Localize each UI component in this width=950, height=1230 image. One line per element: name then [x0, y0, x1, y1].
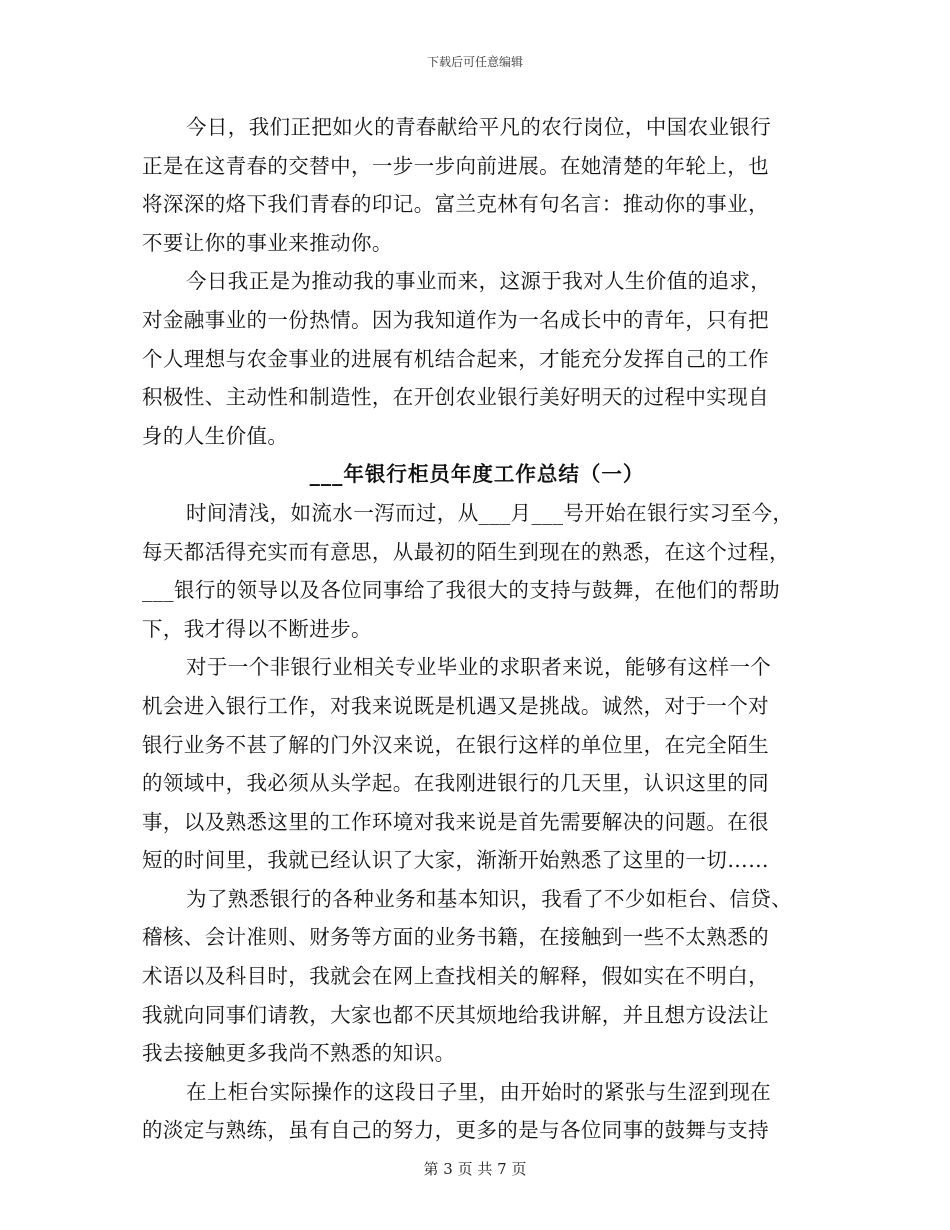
paragraph-line: 我去接触更多我尚不熟悉的知识。 [142, 1041, 456, 1066]
paragraph-line: 每天都活得充实而有意思，从最初的陌生到现在的熟悉，在这个过程， [142, 539, 790, 564]
paragraph-line: 术语以及科目时，我就会在网上查找相关的解释，假如实在不明白， [142, 964, 769, 989]
paragraph-line: 稽核、会计准则、财务等方面的业务书籍，在接触到一些不太熟悉的 [142, 925, 769, 950]
paragraph-line: 下，我才得以不断进步。 [142, 616, 372, 641]
paragraph-line: 的领域中，我必须从头学起。在我刚进银行的几天里，认识这里的同 [142, 771, 769, 796]
page-header: 下载后可任意编辑 [426, 55, 523, 69]
paragraph-line: 银行业务不甚了解的门外汉来说，在银行这样的单位里，在完全陌生 [142, 732, 769, 757]
paragraph-line: 时间清浅，如流水一泻而过，从___月___号开始在银行实习至今， [186, 500, 794, 525]
paragraph-line: 不要让你的事业来推动你。 [142, 230, 393, 255]
paragraph-line: 积极性、主动性和制造性，在开创农业银行美好明天的过程中实现自 [142, 385, 769, 410]
section-title: ___年银行柜员年度工作总结（一） [309, 462, 645, 487]
page-number: 第 3 页 共 7 页 [423, 1160, 527, 1178]
paragraph-line: 今日我正是为推动我的事业而来，这源于我对人生价值的追求， [186, 269, 772, 294]
paragraph-line: 机会进入银行工作，对我来说既是机遇又是挑战。诚然，对于一个对 [142, 693, 769, 718]
paragraph-line: 将深深的烙下我们青春的印记。富兰克林有句名言：推动你的事业， [142, 192, 769, 217]
paragraph-line: 对于一个非银行业相关专业毕业的求职者来说，能够有这样一个 [186, 655, 772, 680]
paragraph-line: 对金融事业的一份热情。因为我知道作为一名成长中的青年，只有把 [142, 307, 769, 332]
paragraph-line: 今日，我们正把如火的青春献给平凡的农行岗位，中国农业银行 [186, 115, 772, 139]
paragraph-line: 正是在这青春的交替中，一步一步向前进展。在她清楚的年轮上，也 [142, 153, 769, 178]
paragraph-line: 的淡定与熟练，虽有自己的努力，更多的是与各位同事的鼓舞与支持 [142, 1118, 769, 1143]
paragraph-line: ___银行的领导以及各位同事给了我很大的支持与鼓舞，在他们的帮助 [142, 578, 781, 603]
paragraph-line: 短的时间里，我就已经认识了大家，渐渐开始熟悉了这里的一切…… [142, 848, 769, 873]
paragraph-line: 个人理想与农金事业的进展有机结合起来，才能充分发挥自己的工作 [142, 346, 769, 371]
paragraph-line: 身的人生价值。 [142, 423, 289, 448]
paragraph-line: 在上柜台实际操作的这段日子里，由开始时的紧张与生涩到现在 [186, 1079, 772, 1104]
paragraph-line: 为了熟悉银行的各种业务和基本知识，我看了不少如柜台、信贷、 [186, 886, 793, 911]
paragraph-line: 事，以及熟悉这里的工作环境对我来说是首先需要解决的问题。在很 [142, 809, 769, 834]
document-body [142, 108, 812, 1150]
paragraph-line: 我就向同事们请教，大家也都不厌其烦地给我讲解，并且想方设法让 [142, 1002, 769, 1027]
